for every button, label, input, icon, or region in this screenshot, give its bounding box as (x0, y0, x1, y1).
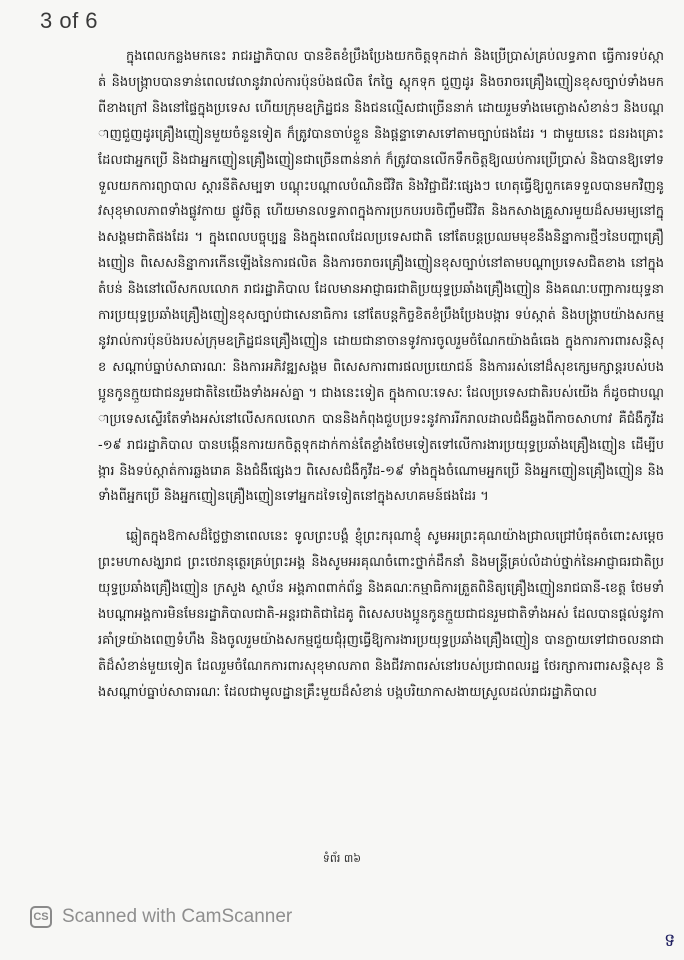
paragraph-2: ឆ្លៀតក្នុងឱកាសដ៏ថ្លៃថ្លានាពេលនេះ ទូលព្រះបង្គំ ខ្ញុំព្រះករុណាខ្ញុំ សូមអរព្រះគុណយ៉ាងជ្រាលជ្រៅបំផុតចំពោះសម្តេចព្រះមហាសង្ឃរាជ ព្រះថេរានុត្ថេរគ្រប់ព្រះអង្គ និងសូមអរគុណចំពោះថ្នាក់ដឹកនាំ និងមន្ត្រីគ្រប់លំដាប់ថ្នាក់នៃអាជ្ញាធរជាតិប្រយុទ្ធប្រឆាំងគ្រឿងញៀន ក្រសួង ស្ថាប័ន អង្គភាពពាក់ព័ន្ធ និងគណៈកម្មាធិការត្រួតពិនិត្យគ្រឿងញៀនរាជធានី-ខេត្ត ថែមទាំងបណ្តាអង្គការមិនមែនរដ្ឋាភិបាលជាតិ-អន្តរជាតិជាដៃគូ ពិសេសបងប្អូនកូនក្មួយជាជនរួមជាតិទាំងអស់ ដែលបានផ្តល់នូវការគាំទ្រយ៉ាងពេញទំហឹង និងចូលរួមយ៉ាងសកម្មជួយជុំរុញធ្វើឱ្យការងារប្រយុទ្ធប្រឆាំងគ្រឿងញៀន បានក្លាយទៅជាចលនាជាតិដ៏សំខាន់មួយទៀត ដែលរួមចំណែកការពារសុខុមាលភាព និងជីវភាពរស់នៅរបស់ប្រជាពលរដ្ឋ ថែរក្សាការពារសន្តិសុខ និងសណ្តាប់ធ្នាប់សាធារណៈ ដែលជាមូលដ្ឋានគ្រឹះមួយដ៏សំខាន់ បង្កបរិយាកាសងាយស្រួលដល់រាជរដ្ឋាភិបាល (98, 529, 664, 700)
camscanner-watermark (30, 906, 292, 928)
camscanner-logo-icon: CS (30, 906, 52, 928)
page-number: ទំព័រ ៣៦ (322, 852, 362, 865)
page-counter: 3 of 6 (40, 8, 99, 33)
corner-handwritten-mark: ទ (664, 930, 676, 951)
watermark-text: Scanned with CamScanner (62, 906, 293, 927)
paragraph-1: ក្នុងពេលកន្លងមកនេះ រាជរដ្ឋាភិបាល បានខិតខំប្រឹងប្រែងយកចិត្តទុកដាក់ និងប្រើប្រាស់គ្រប់លទ្ធភាព ធ្វើការទប់ស្កាត់ និងបង្ក្រាបបានទាន់ពេលវេលានូវរាល់ការប៉ុនប៉ងផលិត កែច្នៃ ស្តុកទុក ជួញដូរ និងចរាចរគ្រឿងញៀនខុសច្បាប់ទាំងមកពីខាងក្រៅ និងនៅផ្ទៃក្នុងប្រទេស ហើយក្រុមឧក្រិដ្ឋជន និងជនល្មើសជាច្រើននាក់ ដោយរួមទាំងមេក្លោងសំខាន់ៗ និងបណ្តាញជួញដូរគ្រឿងញៀនមួយចំនួនទៀត ក៏ត្រូវបានចាប់ខ្លួន និងផ្តន្ទាទោសទៅតាមច្បាប់ផងដែរ ។ ជាមួយនេះ ជនរងគ្រោះដែលជាអ្នកប្រើ និងជាអ្នកញៀនគ្រឿងញៀនជាច្រើនពាន់នាក់ ក៏ត្រូវបានលើកទឹកចិត្តឱ្យឈប់ការប្រើប្រាស់ និងបានឱ្យទៅទទួលយកការព្យាបាល ស្តារនីតិសម្បទា បណ្តុះបណ្តាលបំណិនជីវិត និងវិជ្ជាជីវៈផ្សេងៗ ហេតុធ្វើឱ្យពួកគេទទួលបានមកវិញនូវសុខុមាលភាពទាំងផ្លូវកាយ ផ្លូវចិត្ត ហើយមានលទ្ធភាពក្នុងការប្រកបរបរចិញ្ចឹមជីវិត និងកសាងគ្រួសារមួយដ៏សមរម្យនៅក្នុងសង្គមជាតិផងដែរ ។ ក្នុងពេលបច្ចុប្បន្ន និងក្នុងពេលដែលប្រទេសជាតិ នៅតែបន្តប្រឈមមុខនឹងនិន្នាការថ្មីៗនៃបញ្ហាគ្រឿងញៀន ពិសេសនិន្នាការកើនឡើងនៃការផលិត និងការចរាចរគ្រឿងញៀនខុសច្បាប់នៅតាមបណ្តាប្រទេសជិតខាង នៅក្នុងតំបន់ និងនៅលើសកលលោក រាជរដ្ឋាភិបាល ដែលមានអាជ្ញាធរជាតិប្រយុទ្ធប្រឆាំងគ្រឿងញៀន និងគណៈបញ្ជាការយុទ្ធនាការប្រយុទ្ធប្រឆាំងគ្រឿងញៀនខុសច្បាប់ជាសេនាធិការ នៅតែបន្តកិច្ចខិតខំប្រឹងប្រែងបង្ការ ទប់ស្កាត់ និងបង្ក្រាបយ៉ាងសកម្មនូវរាល់ការប៉ុនប៉ងរបស់ក្រុមឧក្រិដ្ឋជនគ្រឿងញៀន ដោយជានាចានទូវការចូលរួមចំណែកយ៉ាងធំធេង ក្នុងការការពារសន្តិសុខ សណ្តាប់ធ្នាប់សាធារណៈ និងការអភិវឌ្ឍសង្គម ពិសេសការពារផលប្រយោជន៍ និងការរស់នៅដ៏សុខក្សេមក្សាន្តរបស់បងប្អូនកូនក្មួយជាជនរួមជាតិនៃយើងទាំងអស់គ្នា ។ ជាងនេះទៀត ក្នុងកាលៈទេសៈ ដែលប្រទេសជាតិរបស់យើង ក៏ដូចជាបណ្តាប្រទេសស្ទើរតែទាំងអស់នៅលើសកលលោក បាននិងកំពុងជួបប្រទះនូវការរីករាលដាលជំងឺឆ្លងពីកាចសាហាវ គឺជំងឺកូវីដ-១៩ រាជរដ្ឋាភិបាល បានបង្កើនការយកចិត្តទុកដាក់កាន់តែខ្លាំងថែមទៀតទៅលើការងារប្រយុទ្ធប្រឆាំងគ្រឿងញៀន ដើម្បីបង្ការ និងទប់ស្កាត់ការឆ្លងរោគ និងជំងឺផ្សេងៗ ពិសេសជំងឺកូវីដ-១៩ ទាំងក្នុងចំណោមអ្នកប្រើ និងអ្នកញៀនគ្រឿងញៀន និងទាំងពីអ្នកប្រើ និងអ្នកញៀនគ្រឿងញៀនទៅអ្នកដទៃទៀតនៅក្នុងសហគមន៍ផងដែរ ។ (98, 49, 664, 505)
document-body (98, 44, 664, 706)
